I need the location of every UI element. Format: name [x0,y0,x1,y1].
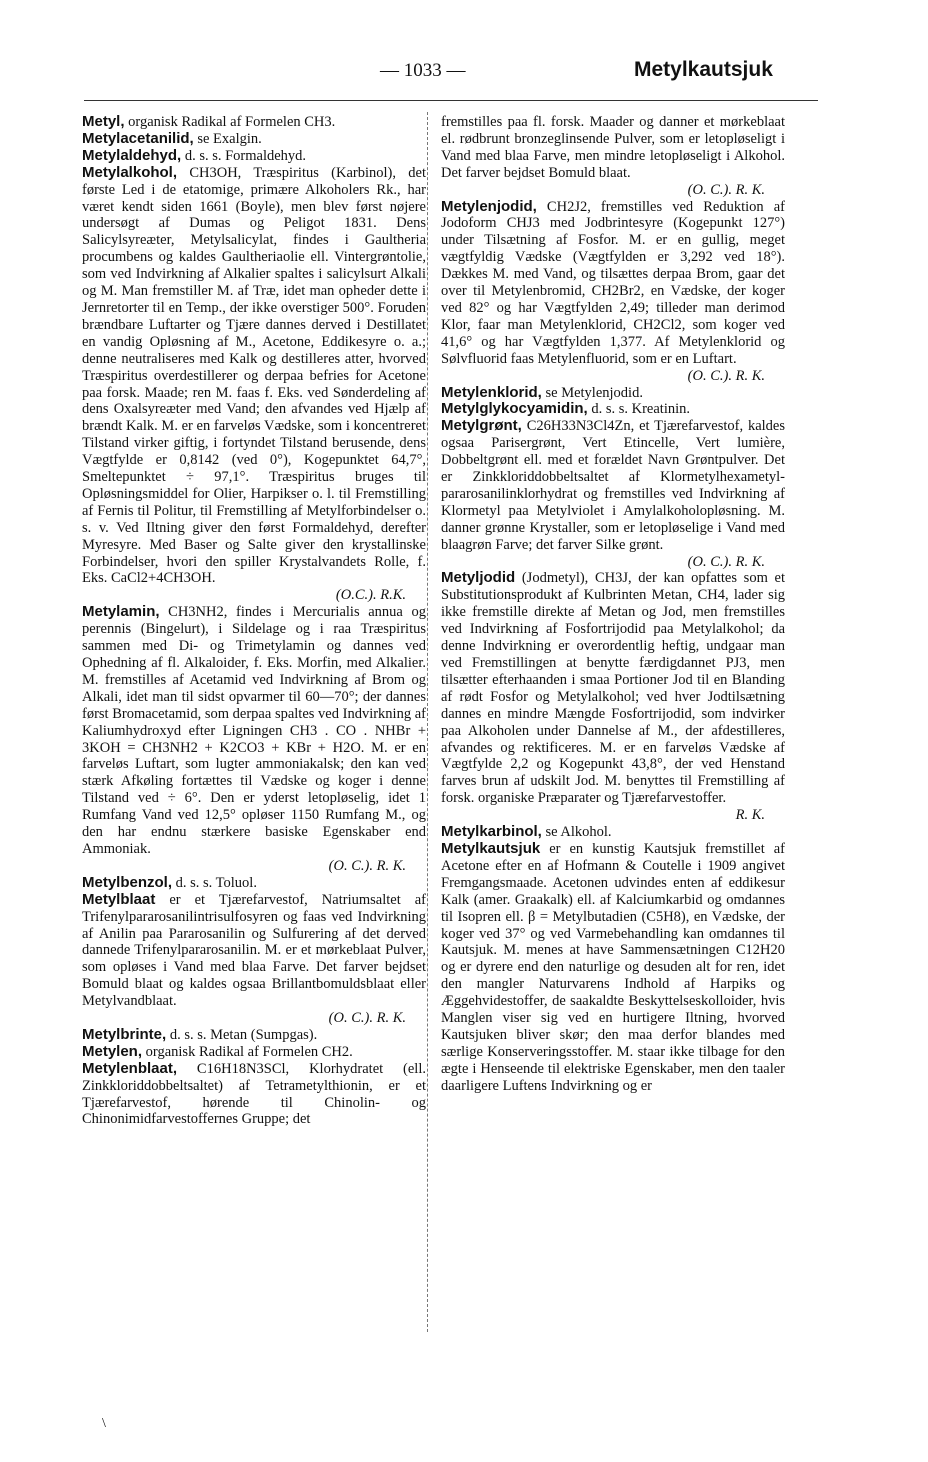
entry-text: organisk Radikal af Formelen CH3. [124,114,336,130]
dictionary-entry [82,1027,426,1044]
dictionary-entry [441,841,785,1095]
entry-text: d. s. s. Toluol. [172,874,257,891]
entry-headword: Metylen, [82,1042,143,1060]
entry-headword: Metylglykocyamidin, [441,400,588,418]
dictionary-entry [82,875,426,892]
dictionary-entry [82,131,426,148]
entry-text: (Jodmetyl), CH3J, der kan opfattes som et Substitutionsprodukt af Kulbrinten Metan, CH4, lader sig ikke fremstille direkte af Metan og Jod, men fremstilles ved Indvirkning af Fosfortrijodid paa Metylalkohol; da denne Indvirkning er overordentlig heftig, undgaar man ved Fremstillingen at benytte færdigdannet PJ3, men tilsætter efterhaanden i smaa Portioner Jod til en Blanding af rødt Fosfor og Metylalkohol; ved hver Jodtilsætning dannes en mindre Mængde Fosfortrijodid, som indvirker paa Alkoholen under Dannelse af M., der afdestilleres, afvandes og rektificeres. M. er en farveløs Vædske af Vægtfylde 2,2 og Kogepunkt 43,8°, der ved Henstand farves brun af udskilt Jod. M. benyttes til Fremstilling af forsk. organiske Præparater og Tjærefarvestoffer. [441,570,785,807]
dictionary-entry [441,199,785,385]
entry-signature: (O. C.). R. K. [687,181,765,198]
entry-signature: (O. C.). R. K. [687,367,765,384]
entry-signature: (O. C.). R. K. [328,857,406,874]
entry-text: se Metylenjodid. [541,384,643,401]
dictionary-entry [82,1044,426,1061]
entry-text: er et Tjærefarvestof, Natriumsaltet af Trifenylpararosanilintrisulfosyren og faas ved Indvirkning af Anilin paa Pararosanilin og Sulfurering af det derved dannede Trifenylpararosanilin. M. er et mørkeblaat Pulver, som opløses i Vand med blaa Farve. Det farver bejdset Bomuld blaat og kaldes ogsaa Brillantbomuldsblaat eller Metylvandblaat. [82,891,426,1010]
entry-text: organisk Radikal af Formelen CH2. [142,1043,353,1060]
dictionary-entry [82,165,426,605]
right-column [441,114,785,1095]
entry-text: fremstilles paa fl. forsk. Maader og danner et mørkeblaat el. rødbrunt bronzeglinsende Pulver, som er letopløseligt i Vand med blaa Farve, men mindre letopløseligt i Alkohol. Det farver bejdset Bomuld blaat. [441,114,785,181]
entry-headword: Metyl, [82,113,125,130]
entry-text: d. s. s. Metan (Sumpgas). [166,1026,318,1043]
entry-text: d. s. s. Kreatinin. [587,401,691,418]
entry-text: C26H33N3Cl4Zn, et Tjærefarvestof, kaldes ogsaa Parisergrønt, Vert Etincelle, Vert lumière, Dobbeltgrønt ell. med et forældet Navn Grøntpulver. Det er Zinkkloriddobbeltsaltet af Klormetylhexametyl-pararosanilinklorhydrat og fremstilles ved Indvirkning af Klormetyl paa Metylviolet i Amylalkoholopløsning. M. danner grønne Krystaller, som er letopløselige i Vand med blaagrøn Farve; det farver Silke grønt. [441,418,785,553]
dictionary-entry [441,401,785,418]
entry-headword: Metylenblaat, [82,1059,178,1077]
entry-signature: (O. C.). R. K. [687,553,765,570]
page-number: — 1033 — [380,60,466,81]
dictionary-entry [441,824,785,841]
entry-headword: Metylamin, [82,603,160,621]
entry-headword: Metylenjodid, [441,197,537,215]
entry-headword: Metylkautsjuk [441,839,541,857]
entry-headword: Metylblaat [82,890,156,908]
entry-text: CH3NH2, findes i Mercurialis annua og perennis (Bingelurt), i Sildelage og i raa Træspiritus sammen med Di- og Trimetylamin og dannes ved Ophedning af fl. Alkaloider, f. Eks. Morfin, med Alkalier. M. fremstilles af Acetamid ved Indvirkning af Brom og Alkali, idet man til sidst opvarmer til 60—70°; der dannes først Bromacetamid, som derpaa spaltes ved Indvirkning af Kaliumhydroxyd efter Ligningen CH3 . CO . NHBr + 3KOH = CH3NH2 + K2CO3 + KBr + H2O. M. er en farveløs Luftart, som lugter ammoniakalsk; den kan ved stærk Afkøling fortættes til Vædske og koger i denne Tilstand ved ÷ 6°. Den er yderst letopløselig, idet 1 Rumfang Vand ved 12,5° opløser 1150 Rumfang M., og den har endnu stærkere basiske Egenskaber end Ammoniak. [82,604,426,857]
dictionary-entry [441,570,785,824]
entry-headword: Metylaldehyd, [82,146,182,164]
entry-signature: (O. C.). R. K. [328,1010,406,1027]
dictionary-entry [441,114,785,199]
entry-text: se Alkohol. [541,824,612,841]
entry-text: d. s. s. Formaldehyd. [181,147,307,164]
entry-signature: (O.C.). R.K. [335,587,406,604]
dictionary-entry [82,892,426,1027]
entry-text: CH2J2, fremstilles ved Reduktion af Jodoform CHJ3 med Jodbrintesyre (Kogepunkt 127°) under Tilsætning af Fosfor. M. er en gullig, meget vægtfyldig Vædske (Vægtfylden er 3,292 ved 18°). Dækkes M. med Vand, og tilsættes derpaa Brom, gaar det over til Metylenbromid, CH2Br2, en Vædske, der koger ved 82° og har Vægtfylden 2,49; tilleder man derimod Klor, faar man Metylenklorid, CH2Cl2, som koger ved 41,6° og har Vægtfylden 1,377. Af Metylenklorid og Sølvfluorid faas Metylenfluorid, som er en Luftart. [441,198,785,367]
column-divider [427,112,428,1332]
entry-headword: Metylbenzol, [82,873,173,891]
entry-headword: Metylacetanilid, [82,129,194,147]
entry-headword: Metylgrønt, [441,417,522,435]
footer-mark: \ [102,1416,106,1431]
entry-text: CH3OH, Træspiritus (Karbinol), det første Led i de etatomige, primære Alkoholers Rk., har været kendt siden 1661 (Boyle), men blev først nøjere undersøgt af Dumas og Peligot 1831. Dens Salicylsyreæter, Metylsalicylat, findes i Gaultheria procumbens og kaldes Gaultheriaolie ell. Vintergrøntolie, som ved Indvirkning af Alkalier spaltes i salicylsurt Alkali og M. Man fremstiller M. af Træ, idet man opheder dette i Jernretorter til en Temp., der ikke overstiger 500°. Foruden brændbare Luftarter og Tjære dannes derved i Destillatet en vandig Opløsning af M., Acetone, Eddikesyre o. a.; denne neutraliseres med Kalk og destilleres atter, hvorved Træspiritus overdestillerer og derpaa befries for Acetone paa forsk. Maade; ren M. faas f. Eks. ved Sønderdeling af dens Oxalsyreæter med Vand; den afvandes ved Hjælp af brændt Kalk. M. er en farveløs Vædske, som i koncentreret Tilstand virker giftig, i fortyndet Tilstand berusende, dens Vægtfylde er 0,8142 (ved 0°), Kogepunktet 64,7°, Smeltepunktet ÷ 97,1°. Træspiritus bruges til Opløsningsmiddel for Olier, Harpikser o. l. til Fremstilling af Fernis til Politur, til Fremstilling af Metylforbindelser o. s. v. Ved Iltning giver den først Formaldehyd, derefter Myresyre. Med Baser og Salte giver den krystallinske Forbindelser, hvori den spiller Krystalvandets Rolle, f. Eks. CaCl2+4CH3OH. [82,164,426,587]
entry-signature: R. K. [735,807,765,824]
entry-headword: Metylenklorid, [441,383,542,401]
dictionary-entry [82,148,426,165]
dictionary-entry [82,1061,426,1129]
header-rule [84,100,818,101]
entry-headword: Metylalkohol, [82,163,178,181]
entry-text: C16H18N3SCl, Klorhydratet (ell. Zinkkloriddobbeltsaltet) af Tetrametylthionin, er et Tjærefarvestof, hørende til Chinolin- og Chinonimidfarvestoffernes Gruppe; det [82,1060,426,1128]
running-head: Metylkautsjuk [634,58,773,81]
entry-text: er en kunstig Kautsjuk fremstillet af Acetone efter en af Hofmann & Coutelle i 1909 angivet Fremgangsmaade. Acetonen udvindes enten af eddikesur Kalk (amer. Graakalk) ell. af Kalciumkarbid og omdannes til Isopren ell. β = Metylbutadien (C5H8), en Vædske, der koger ved 37° og ved Varmebehandling kan omdannes til Kautsjuk. M. menes at have Sammensætningen C12H20 og er dyrere end den naturlige og desuden alt for ren, idet den mangler Naturvarens Indhold af Harpiks og Æggehvidestoffer, de saakaldte Beskyttelseskolloider, hvis Manglen viser sig ved en hurtigere Iltning, hvorved Kautsjuken bliver skør; den maa derfor blandes med særlige Konserveringsstoffer. M. staar ikke tilbage for den ægte i Henseende til elektriske Egenskaber, men den taaler daarligere Luftens Indvirkning og er [441,840,785,1094]
dictionary-entry [441,418,785,570]
entry-headword: Metyljodid [441,569,516,587]
entry-headword: Metylkarbinol, [441,823,542,841]
entry-text: se Exalgin. [193,130,262,147]
entry-headword: Metylbrinte, [82,1025,167,1043]
dictionary-entry [441,385,785,402]
dictionary-entry [82,604,426,875]
dictionary-entry [82,114,426,131]
left-column [82,114,426,1128]
